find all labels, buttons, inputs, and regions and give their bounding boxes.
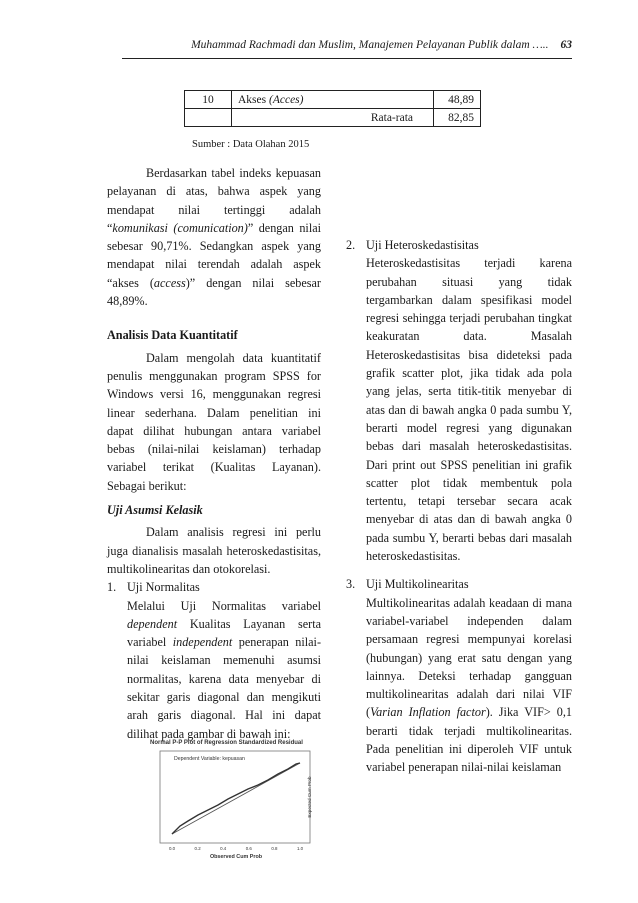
table-cell-aspect xyxy=(232,91,434,109)
page-number: 63 xyxy=(560,39,572,51)
table-row xyxy=(185,109,481,127)
table-cell-average-label: Rata-rata xyxy=(232,109,434,127)
x-tick-label: 1.0 xyxy=(296,846,304,851)
right-column xyxy=(346,236,572,777)
x-tick-label: 0.4 xyxy=(220,846,227,851)
list-item-multicollinearity-title: 3. Uji Multikolinearitas xyxy=(346,577,469,592)
index-table xyxy=(184,90,481,127)
list-item-heteroskedasticity-title: 2. Uji Heteroskedastisitas xyxy=(346,238,479,252)
x-axis-label: Observed Cum Prob xyxy=(209,854,263,860)
figure-title: Normal P-P Plot of Regression Standardized Residual xyxy=(150,740,303,746)
x-tick-label: 0.0 xyxy=(168,846,176,851)
x-tick-label: 0.6 xyxy=(245,846,252,851)
table-cell-no: 10 xyxy=(185,91,232,109)
x-tick-labels xyxy=(169,846,304,851)
pp-plot-figure xyxy=(148,733,324,863)
diagonal-line xyxy=(172,763,300,834)
aspect-label: Akses xyxy=(238,93,267,106)
heading-quantitative: Analisis Data Kuantitatif xyxy=(107,328,238,343)
aspect-label-en: (Acces) xyxy=(269,93,304,106)
running-header xyxy=(120,39,572,51)
header-rule xyxy=(122,58,572,59)
table-row xyxy=(185,91,481,109)
left-column xyxy=(107,164,321,743)
x-tick-label: 0.8 xyxy=(271,846,278,851)
table-cell-value: 48,89 xyxy=(434,91,481,109)
table-cell-average-value: 82,85 xyxy=(434,109,481,127)
figure-subtitle: Dependent Variable: kepuasan xyxy=(174,756,245,762)
table-cell-empty xyxy=(185,109,232,127)
x-tick-label: 0.2 xyxy=(194,846,201,851)
source-note: Sumber : Data Olahan 2015 xyxy=(192,139,310,150)
y-axis-label: Expected Cum Prob xyxy=(307,776,312,818)
paragraph-quantitative: Dalam mengolah data kuantitatif penulis menggunakan program SPSS for Windows versi 16, menggunakan regresi linear sederhana. Dalam penelitian ini dapat dilihat hubungan antara variabel bebas (nilai-nilai keislaman) terhadap variabel terikat (Kualitas Layanan). Sebagai berikut: xyxy=(107,350,321,493)
list-item-heteroskedasticity-body: Heteroskedastisitas terjadi karena perubahan situasi yang tidak tergambarkan dalam spesifikasi model regresi sehingga terjadi perubahan tingkat keakuratan data. Masalah Heteroskedastisitas bisa dideteksi pada grafik scatter plot, jika tidak ada pola yang jelas, serta titik-titik menyebar di atas dan di bawah angka 0 pada sumbu Y, berarti model regresi yang digunakan bebas dari masalah heteroskedastisitas. Dari print out SPSS penelitian ini grafik scatter plot tidak membentuk pola tertentu, tetapi tersebar secara acak menyebar di atas dan di bawah angka 0 pada sumbu Y, berarti bebas dari masalah heteroskedastisitas. xyxy=(366,256,572,564)
running-title: Muhammad Rachmadi dan Muslim, Manajemen Pelayanan Publik dalam ….. xyxy=(191,39,549,51)
paragraph-summary: Berdasarkan tabel indeks kepuasan pelayanan di atas, bahwa aspek yang mendapat nilai tertinggi adalah “komunikasi (comunication)” dengan nilai sebesar 90,71%. Sedangkan aspek yang mendapat nilai terendah adalah aspek “akses (access)” dengan nilai sebesar 48,89%. xyxy=(107,166,322,309)
paragraph-regression: Dalam analisis regresi ini perlu juga dianalisis masalah heteroskedastisitas, multikolinearitas dan otokorelasi. xyxy=(107,525,321,576)
heading-classical-assumption: Uji Asumsi Kelasik xyxy=(107,503,203,518)
list-item-normality-title: 1. Uji Normalitas xyxy=(107,580,200,595)
list-item-multicollinearity-body: Multikolinearitas adalah keadaan di mana variabel-variabel independen dalam persamaan regresi mempunyai korelasi (hubungan) yang erat satu dengan yang lainnya. Deteksi terhadap gangguan multikolinearitas adalah dari nilai VIF (Varian Inflation factor). Jika VIF> 0,1 berarti tidak terjadi multikolinearitas. Pada penelitian ini diperoleh VIF untuk variabel penerapan nilai-nilai keislaman xyxy=(366,595,572,775)
list-item-normality-body: Melalui Uji Normalitas variabel dependent Kualitas Layanan serta variabel independent penerapan nilai-nilai keislaman memenuhi asumsi normalitas, karena data menyebar di sekitar garis diagonal dan mengikuti arah garis diagonal. Hal ini dapat dilihat pada gambar di bawah ini: xyxy=(127,598,322,741)
plot-frame xyxy=(160,751,310,843)
